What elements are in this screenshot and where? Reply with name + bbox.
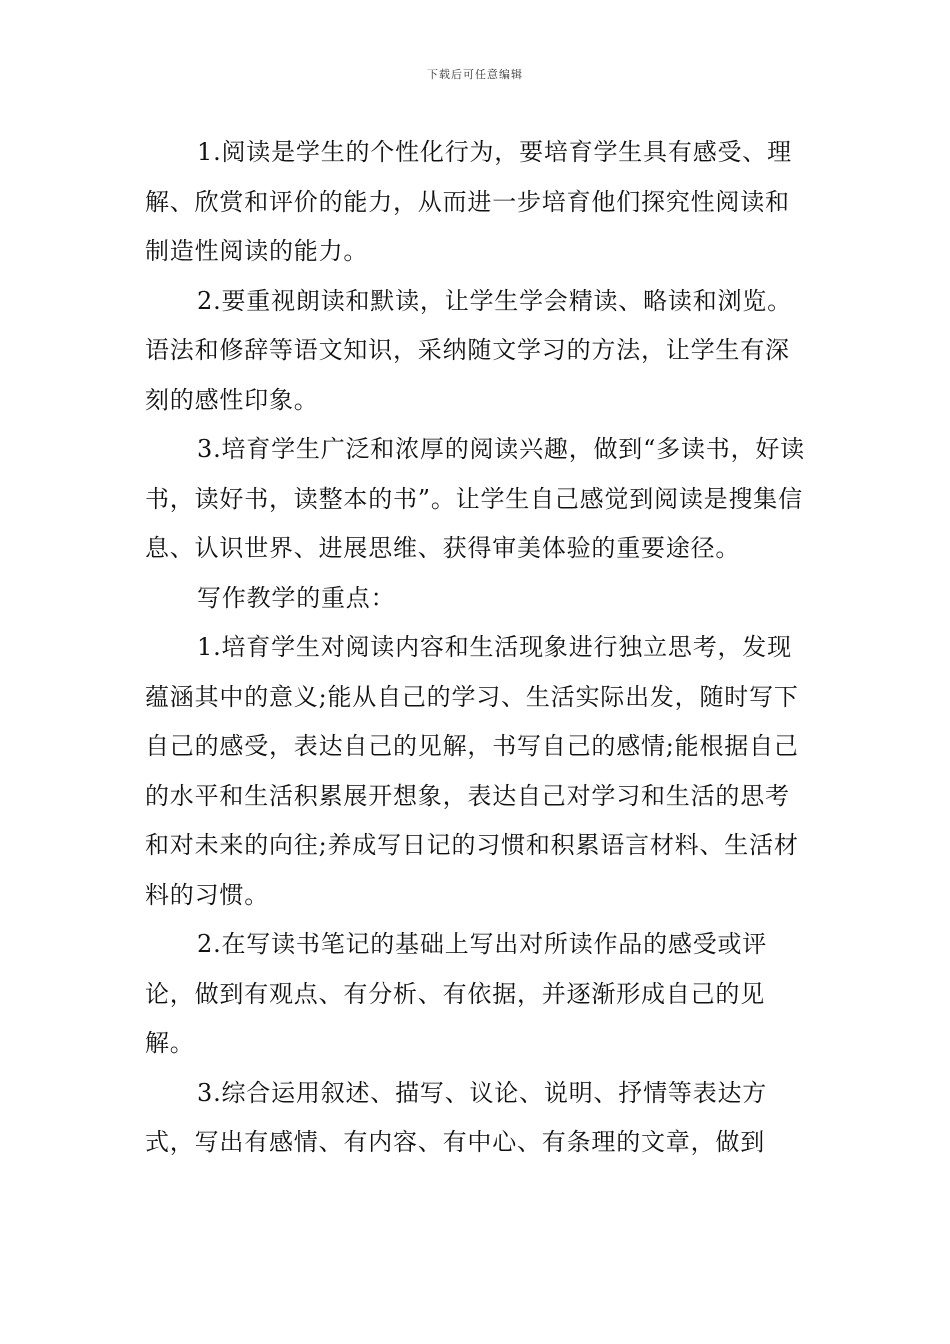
paragraph-writing-2: 2.在写读书笔记的基础上写出对所读作品的感受或评论，做到有观点、有分析、有依据，并逐渐形成自己的见解。 bbox=[145, 930, 768, 1057]
page-header-note: 下载后可任意编辑 bbox=[427, 68, 523, 81]
paragraph-reading-1: 1.阅读是学生的个性化行为，要培育学生具有感受、理解、欣赏和评价的能力，从而进一步培育他们探究性阅读和制造性阅读的能力。 bbox=[145, 138, 792, 265]
paragraph-writing-1: 1.培育学生对阅读内容和生活现象进行独立思考，发现蕴涵其中的意义;能从自己的学习、生活实际出发，随时写下自己的感受，表达自己的见解，书写自己的感情;能根据自己的水平和生活积累展开想象，表达自己对学习和生活的思考和对未来的向往;养成写日记的习惯和积累语言材料、生活材料的习惯。 bbox=[145, 633, 799, 909]
paragraph-reading-3: 3.培育学生广泛和浓厚的阅读兴趣，做到“多读书，好读书，读好书，读整本的书”。让学生自己感觉到阅读是搜集信息、认识世界、进展思维、获得审美体验的重要途径。 bbox=[145, 435, 805, 562]
document-body bbox=[145, 128, 810, 1168]
paragraph-writing-heading: 写作教学的重点： bbox=[197, 583, 396, 612]
paragraph-reading-2: 2.要重视朗读和默读，让学生学会精读、略读和浏览。语法和修辞等语文知识，采纳随文学习的方法，让学生有深刻的感性印象。 bbox=[145, 286, 792, 414]
paragraph-writing-3: 3.综合运用叙述、描写、议论、说明、抒情等表达方式，写出有感情、有内容、有中心、有条理的文章，做到 bbox=[145, 1078, 768, 1156]
